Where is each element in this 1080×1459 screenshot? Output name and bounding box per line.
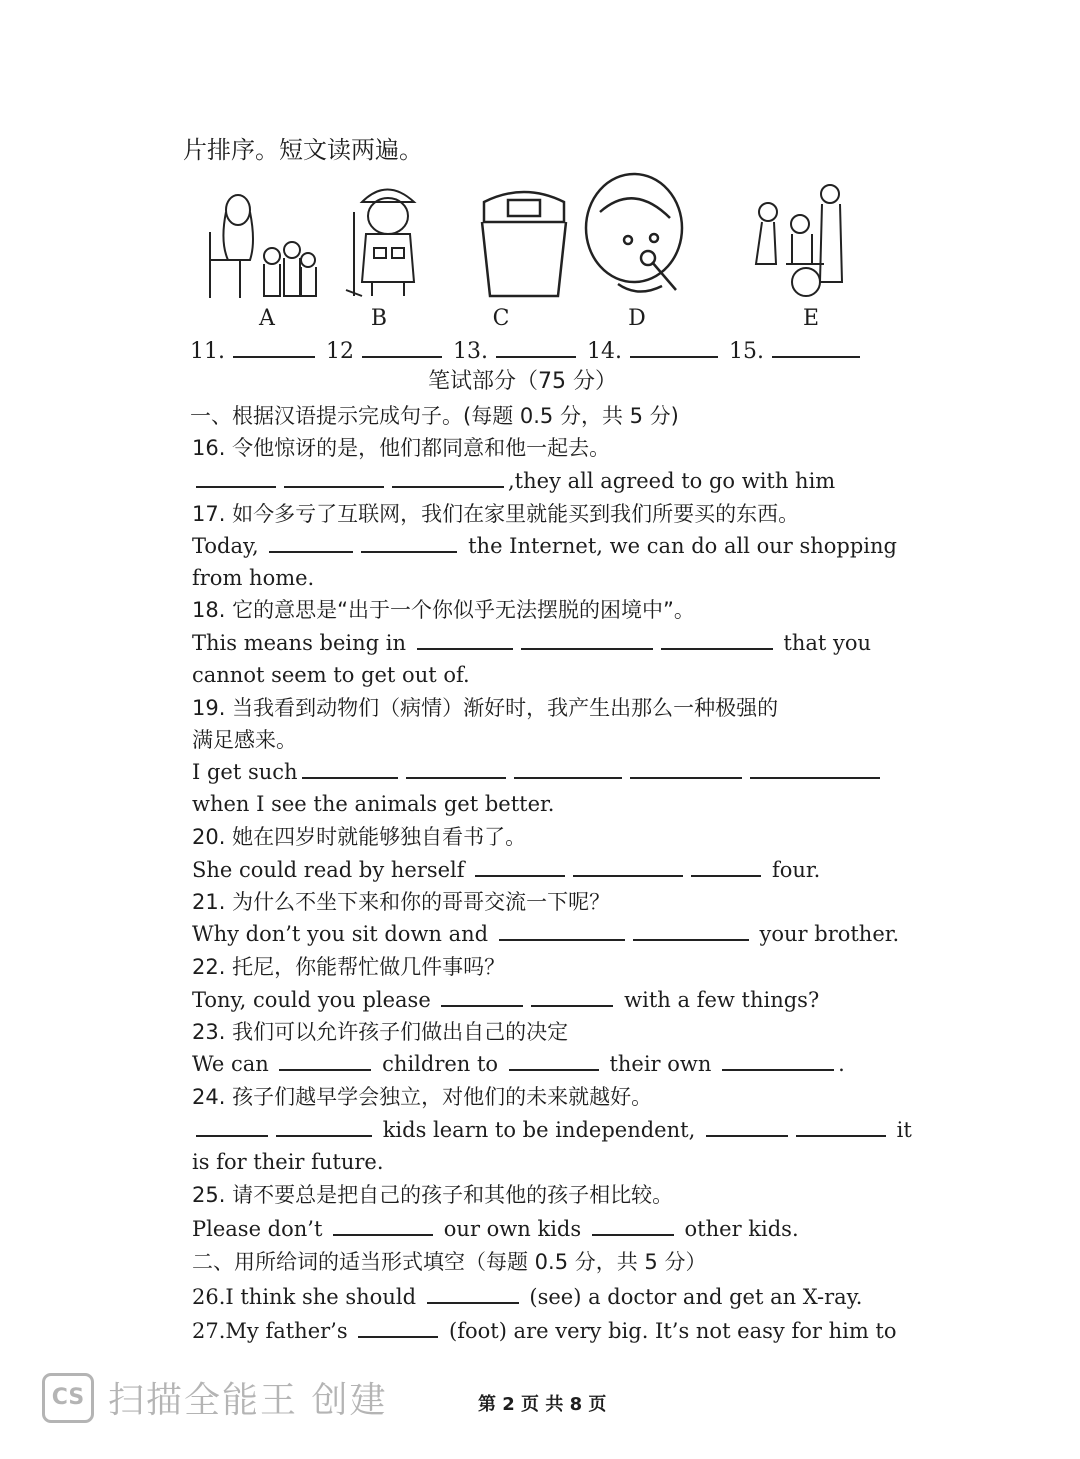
q27-blank[interactable] — [358, 1318, 438, 1338]
answer-num-14: 14. — [587, 339, 622, 364]
q24-blank-1[interactable] — [196, 1117, 268, 1137]
q24-english — [192, 1116, 912, 1144]
q20-blank-2[interactable] — [573, 857, 683, 877]
q17-english — [192, 532, 897, 560]
q16-chinese: 16. 令他惊讶的是，他们都同意和他一起去。 — [192, 436, 611, 460]
q24-english-a: kids learn to be independent, — [382, 1118, 696, 1142]
q25-english-c: other kids. — [684, 1217, 799, 1241]
q24-chinese: 24. 孩子们越早学会独立，对他们的未来就越好。 — [192, 1085, 653, 1109]
q17-blank-2[interactable] — [361, 533, 457, 553]
camscanner-text: 扫描全能王 创建 — [108, 1380, 388, 1421]
q20-english-b: four. — [771, 858, 821, 882]
q25-chinese: 25. 请不要总是把自己的孩子和其他的孩子相比较。 — [192, 1183, 674, 1207]
q22-blank-1[interactable] — [441, 987, 523, 1007]
q17-english-c: from home. — [192, 566, 315, 590]
written-section-title: 笔试部分（75 分） — [428, 369, 617, 394]
q21-blank-2[interactable] — [633, 921, 749, 941]
picture-label-e: E — [802, 306, 820, 331]
q18-blank-3[interactable] — [661, 630, 773, 650]
q23-english: We can children to their own . — [192, 1052, 845, 1076]
q21-chinese: 21. 为什么不坐下来和你的哥哥交流一下呢？ — [192, 890, 611, 914]
q24-blank-4[interactable] — [796, 1117, 886, 1137]
q21-english-b: your brother. — [759, 922, 900, 946]
q23-blank-2[interactable] — [509, 1051, 599, 1071]
q17-chinese: 17. 如今多亏了互联网，我们在家里就能买到我们所要买的东西。 — [192, 502, 800, 526]
q23-chinese: 23. 我们可以允许孩子们做出自己的决定 — [192, 1020, 569, 1044]
q27 — [192, 1317, 897, 1345]
q18-english-a: This means being in — [192, 631, 407, 655]
q23-blank-3[interactable] — [722, 1051, 834, 1071]
q25-blank-1[interactable] — [333, 1216, 433, 1236]
q22-blank-2[interactable] — [531, 987, 613, 1007]
picture-label-c: C — [492, 306, 510, 331]
q19-blank-5[interactable] — [750, 759, 880, 779]
q25-english — [192, 1215, 799, 1243]
q16-blank-1[interactable] — [196, 468, 276, 488]
q21-english-a: Why don’t you sit down and — [192, 922, 489, 946]
q16-english-text: ,they all agreed to go with him — [508, 469, 836, 493]
q20-blank-1[interactable] — [475, 857, 565, 877]
q23-english-a: We can — [192, 1052, 269, 1076]
q25-blank-2[interactable] — [592, 1216, 674, 1236]
q24-english-c: is for their future. — [192, 1150, 384, 1174]
q18-english — [192, 629, 871, 657]
q24-blank-3[interactable] — [706, 1117, 788, 1137]
q19-blank-3[interactable] — [514, 759, 622, 779]
answer-blank-11[interactable] — [233, 338, 315, 358]
answer-num-11: 11. — [190, 339, 225, 364]
answer-blank-14[interactable] — [630, 338, 718, 358]
q22-english-a: Tony, could you please — [192, 988, 431, 1012]
picture-label-a: A — [259, 306, 275, 331]
q23-english-b: children to — [382, 1052, 499, 1076]
q18-chinese: 18. 它的意思是“出于一个你似乎无法摆脱的困境中”。 — [192, 598, 695, 622]
q19-blank-4[interactable] — [630, 759, 742, 779]
q19-english-a: I get such — [192, 760, 298, 784]
q24-english-b: it — [896, 1118, 912, 1142]
girl-singing-microphone-icon — [578, 172, 698, 302]
section2-title: 二、用所给词的适当形式填空（每题 0.5 分，共 5 分） — [192, 1250, 707, 1274]
listening-answer-row — [190, 338, 864, 364]
answer-blank-12[interactable] — [362, 338, 442, 358]
q26-blank[interactable] — [427, 1284, 519, 1304]
cleaner-worker-icon — [332, 172, 452, 302]
answer-num-13: 13. — [453, 339, 488, 364]
q16-blank-3[interactable] — [392, 468, 504, 488]
answer-blank-15[interactable] — [772, 338, 860, 358]
q18-english-c: cannot seem to get out of. — [192, 663, 470, 687]
q25-english-a: Please don’t — [192, 1217, 323, 1241]
q26-text-a: 26.I think she should — [192, 1285, 417, 1309]
camscanner-logo-icon: CS — [42, 1373, 94, 1423]
q21-english — [192, 920, 899, 948]
helping-wheelchair-icon — [742, 172, 862, 302]
answer-num-12: 12 — [326, 339, 354, 364]
q24-blank-2[interactable] — [276, 1117, 372, 1137]
q23-blank-1[interactable] — [279, 1051, 371, 1071]
q20-english — [192, 856, 820, 884]
q20-english-a: She could read by herself — [192, 858, 465, 882]
page-number: 第 2 页 共 8 页 — [478, 1394, 607, 1415]
q17-english-b: the Internet, we can do all our shopping — [468, 534, 897, 558]
q26-text-b: (see) a doctor and get an X-ray. — [529, 1285, 863, 1309]
q20-blank-3[interactable] — [691, 857, 761, 877]
q18-blank-1[interactable] — [417, 630, 513, 650]
q20-chinese: 20. 她在四岁时就能够独自看书了。 — [192, 825, 527, 849]
q25-english-b: our own kids — [443, 1217, 582, 1241]
q19-blank-1[interactable] — [302, 759, 398, 779]
q17-blank-1[interactable] — [269, 533, 353, 553]
picture-label-d: D — [628, 306, 646, 331]
q19-blank-2[interactable] — [406, 759, 506, 779]
q18-english-b: that you — [783, 631, 872, 655]
q26 — [192, 1283, 862, 1311]
q16-english — [192, 467, 835, 495]
q19-chinese-b: 满足感来。 — [192, 728, 297, 752]
camscanner-watermark — [42, 1372, 387, 1423]
section1-title: 一、根据汉语提示完成句子。(每题 0.5 分，共 5 分) — [190, 404, 679, 428]
q22-chinese: 22. 托尼，你能帮忙做几件事吗？ — [192, 955, 506, 979]
intro-text: 片排序。短文读两遍。 — [183, 136, 423, 164]
q19-english — [192, 758, 884, 786]
answer-num-15: 15. — [729, 339, 764, 364]
q21-blank-1[interactable] — [499, 921, 625, 941]
q22-english — [192, 986, 819, 1014]
q23-english-c: their own — [609, 1052, 712, 1076]
q19-english-b: when I see the animals get better. — [192, 792, 555, 816]
trash-bin-icon — [464, 172, 584, 302]
picture-label-b: B — [370, 306, 388, 331]
q17-english-a: Today, — [192, 534, 259, 558]
teacher-with-children-icon — [200, 172, 320, 302]
q27-text-b: (foot) are very big. It’s not easy for him to — [449, 1319, 897, 1343]
q27-text-a: 27.My father’s — [192, 1319, 348, 1343]
q22-english-b: with a few things? — [624, 988, 820, 1012]
q19-chinese-a: 19. 当我看到动物们（病情）渐好时，我产生出那么一种极强的 — [192, 696, 779, 720]
q18-blank-2[interactable] — [521, 630, 653, 650]
q16-blank-2[interactable] — [284, 468, 384, 488]
answer-blank-13[interactable] — [496, 338, 576, 358]
